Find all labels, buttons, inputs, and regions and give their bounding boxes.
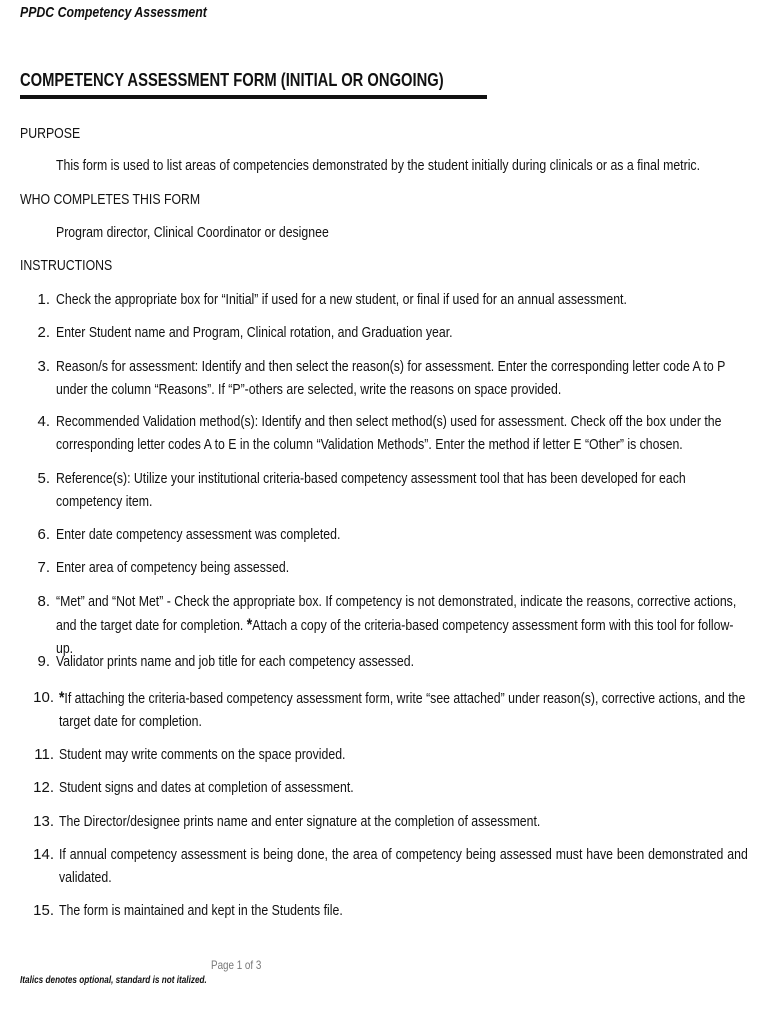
item-8-text-a: “Met” and “Not Met” - Check the appropriate box. If competency is not demonstrated, indicate the reasons, corrective actions, and the target date for completion.: [56, 593, 737, 634]
instructions-heading: INSTRUCTIONS: [20, 257, 113, 274]
who-completes-heading: WHO COMPLETES THIS FORM: [20, 191, 201, 208]
form-title: COMPETENCY ASSESSMENT FORM (INITIAL OR ONGOING): [20, 70, 444, 90]
item-10-text: If attaching the criteria-based competency assessment form, write “see attached” under reason(s), corrective actions, and the target date for completion.: [59, 690, 746, 730]
document-header: PPDC Competency Assessment: [20, 4, 207, 21]
purpose-text: This form is used to list areas of competencies demonstrated by the student initially during clinicals or as a final metric.: [56, 157, 700, 174]
purpose-heading: PURPOSE: [20, 125, 81, 142]
asterisk-mark: *: [246, 615, 253, 634]
title-rule: [20, 95, 487, 99]
footer-note: Italics denotes optional, standard is not italized.: [20, 975, 207, 986]
asterisk-mark: *: [59, 688, 65, 707]
page-number: Page 1 of 3: [211, 958, 262, 972]
who-completes-text: Program director, Clinical Coordinator or designee: [56, 224, 329, 241]
item-8-text-b: Attach a copy of the criteria-based competency assessment form with this tool for follow-up.: [56, 617, 734, 657]
